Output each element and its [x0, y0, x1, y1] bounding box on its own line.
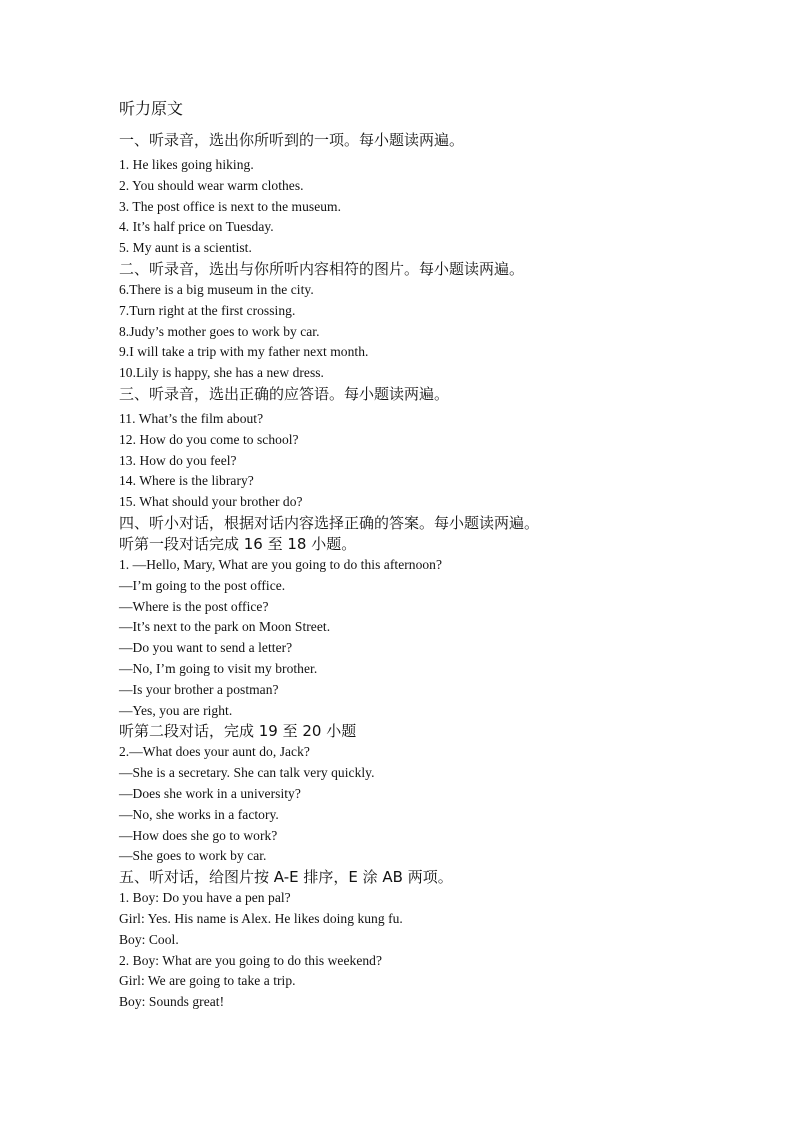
dialogue-line: —No, she works in a factory.: [119, 806, 279, 822]
dialogue-line: —Where is the post office?: [119, 598, 269, 614]
dialogue-line: 2. Boy: What are you going to do this weekend?: [119, 952, 382, 968]
dialogue-line: —It’s next to the park on Moon Street.: [119, 619, 331, 635]
question-line: 3. The post office is next to the museum.: [119, 198, 342, 214]
dialogue-line: —How does she go to work?: [119, 827, 278, 843]
dialogue-line: —She goes to work by car.: [119, 848, 267, 864]
section-5-heading: 五、听对话，给图片按 A-E 排序，E 涂 AB 两项。: [119, 868, 453, 887]
section-1-heading: 一、听录音，选出你所听到的一项。每小题读两遍。: [119, 131, 465, 149]
question-line: 5. My aunt is a scientist.: [119, 240, 252, 256]
question-line: 14. Where is the library?: [119, 473, 254, 489]
question-line: 4. It’s half price on Tuesday.: [119, 219, 274, 235]
question-line: 6.There is a big museum in the city.: [119, 281, 314, 297]
question-line: 10.Lily is happy, she has a new dress.: [119, 365, 324, 381]
question-line: 13. How do you feel?: [119, 452, 237, 468]
question-line: 12. How do you come to school?: [119, 431, 299, 447]
dialogue-line: —She is a secretary. She can talk very quickly.: [119, 765, 375, 781]
dialogue-line: —Yes, you are right.: [119, 702, 233, 718]
dialogue-line: Girl: We are going to take a trip.: [119, 973, 296, 989]
dialogue-line: 1. —Hello, Mary, What are you going to do this afternoon?: [119, 556, 443, 572]
dialogue-line: Girl: Yes. His name is Alex. He likes doing kung fu.: [119, 910, 403, 926]
dialogue-line: 2.—What does your aunt do, Jack?: [119, 744, 310, 760]
dialogue-line: 1. Boy: Do you have a pen pal?: [119, 890, 291, 906]
dialogue-2-subheading: 听第二段对话，完成 19 至 20 小题: [119, 722, 357, 741]
document-page: [119, 98, 739, 1013]
dialogue-line: —Is your brother a postman?: [119, 681, 279, 697]
question-line: 8.Judy’s mother goes to work by car.: [119, 323, 320, 339]
dialogue-line: —I’m going to the post office.: [119, 577, 286, 593]
section-3-heading: 三、听录音，选出正确的应答语。每小题读两遍。: [119, 384, 450, 403]
dialogue-line: Boy: Sounds great!: [119, 994, 225, 1010]
dialogue-1-subheading: 听第一段对话完成 16 至 18 小题。: [119, 534, 357, 553]
section-4-heading: 四、听小对话，根据对话内容选择正确的答案。每小题读两遍。: [119, 513, 540, 532]
question-line: 11. What’s the film about?: [119, 410, 264, 426]
dialogue-line: —No, I’m going to visit my brother.: [119, 660, 318, 676]
dialogue-line: —Does she work in a university?: [119, 785, 301, 801]
question-line: 15. What should your brother do?: [119, 494, 303, 510]
question-line: 9.I will take a trip with my father next month.: [119, 344, 369, 360]
section-2-heading: 二、听录音，选出与你所听内容相符的图片。每小题读两遍。: [119, 259, 525, 278]
document-title: 听力原文: [119, 99, 184, 118]
dialogue-line: —Do you want to send a letter?: [119, 640, 293, 656]
dialogue-line: Boy: Cool.: [119, 931, 179, 947]
question-line: 1. He likes going hiking.: [119, 157, 254, 172]
question-line: 2. You should wear warm clothes.: [119, 177, 304, 193]
question-line: 7.Turn right at the first crossing.: [119, 302, 296, 318]
